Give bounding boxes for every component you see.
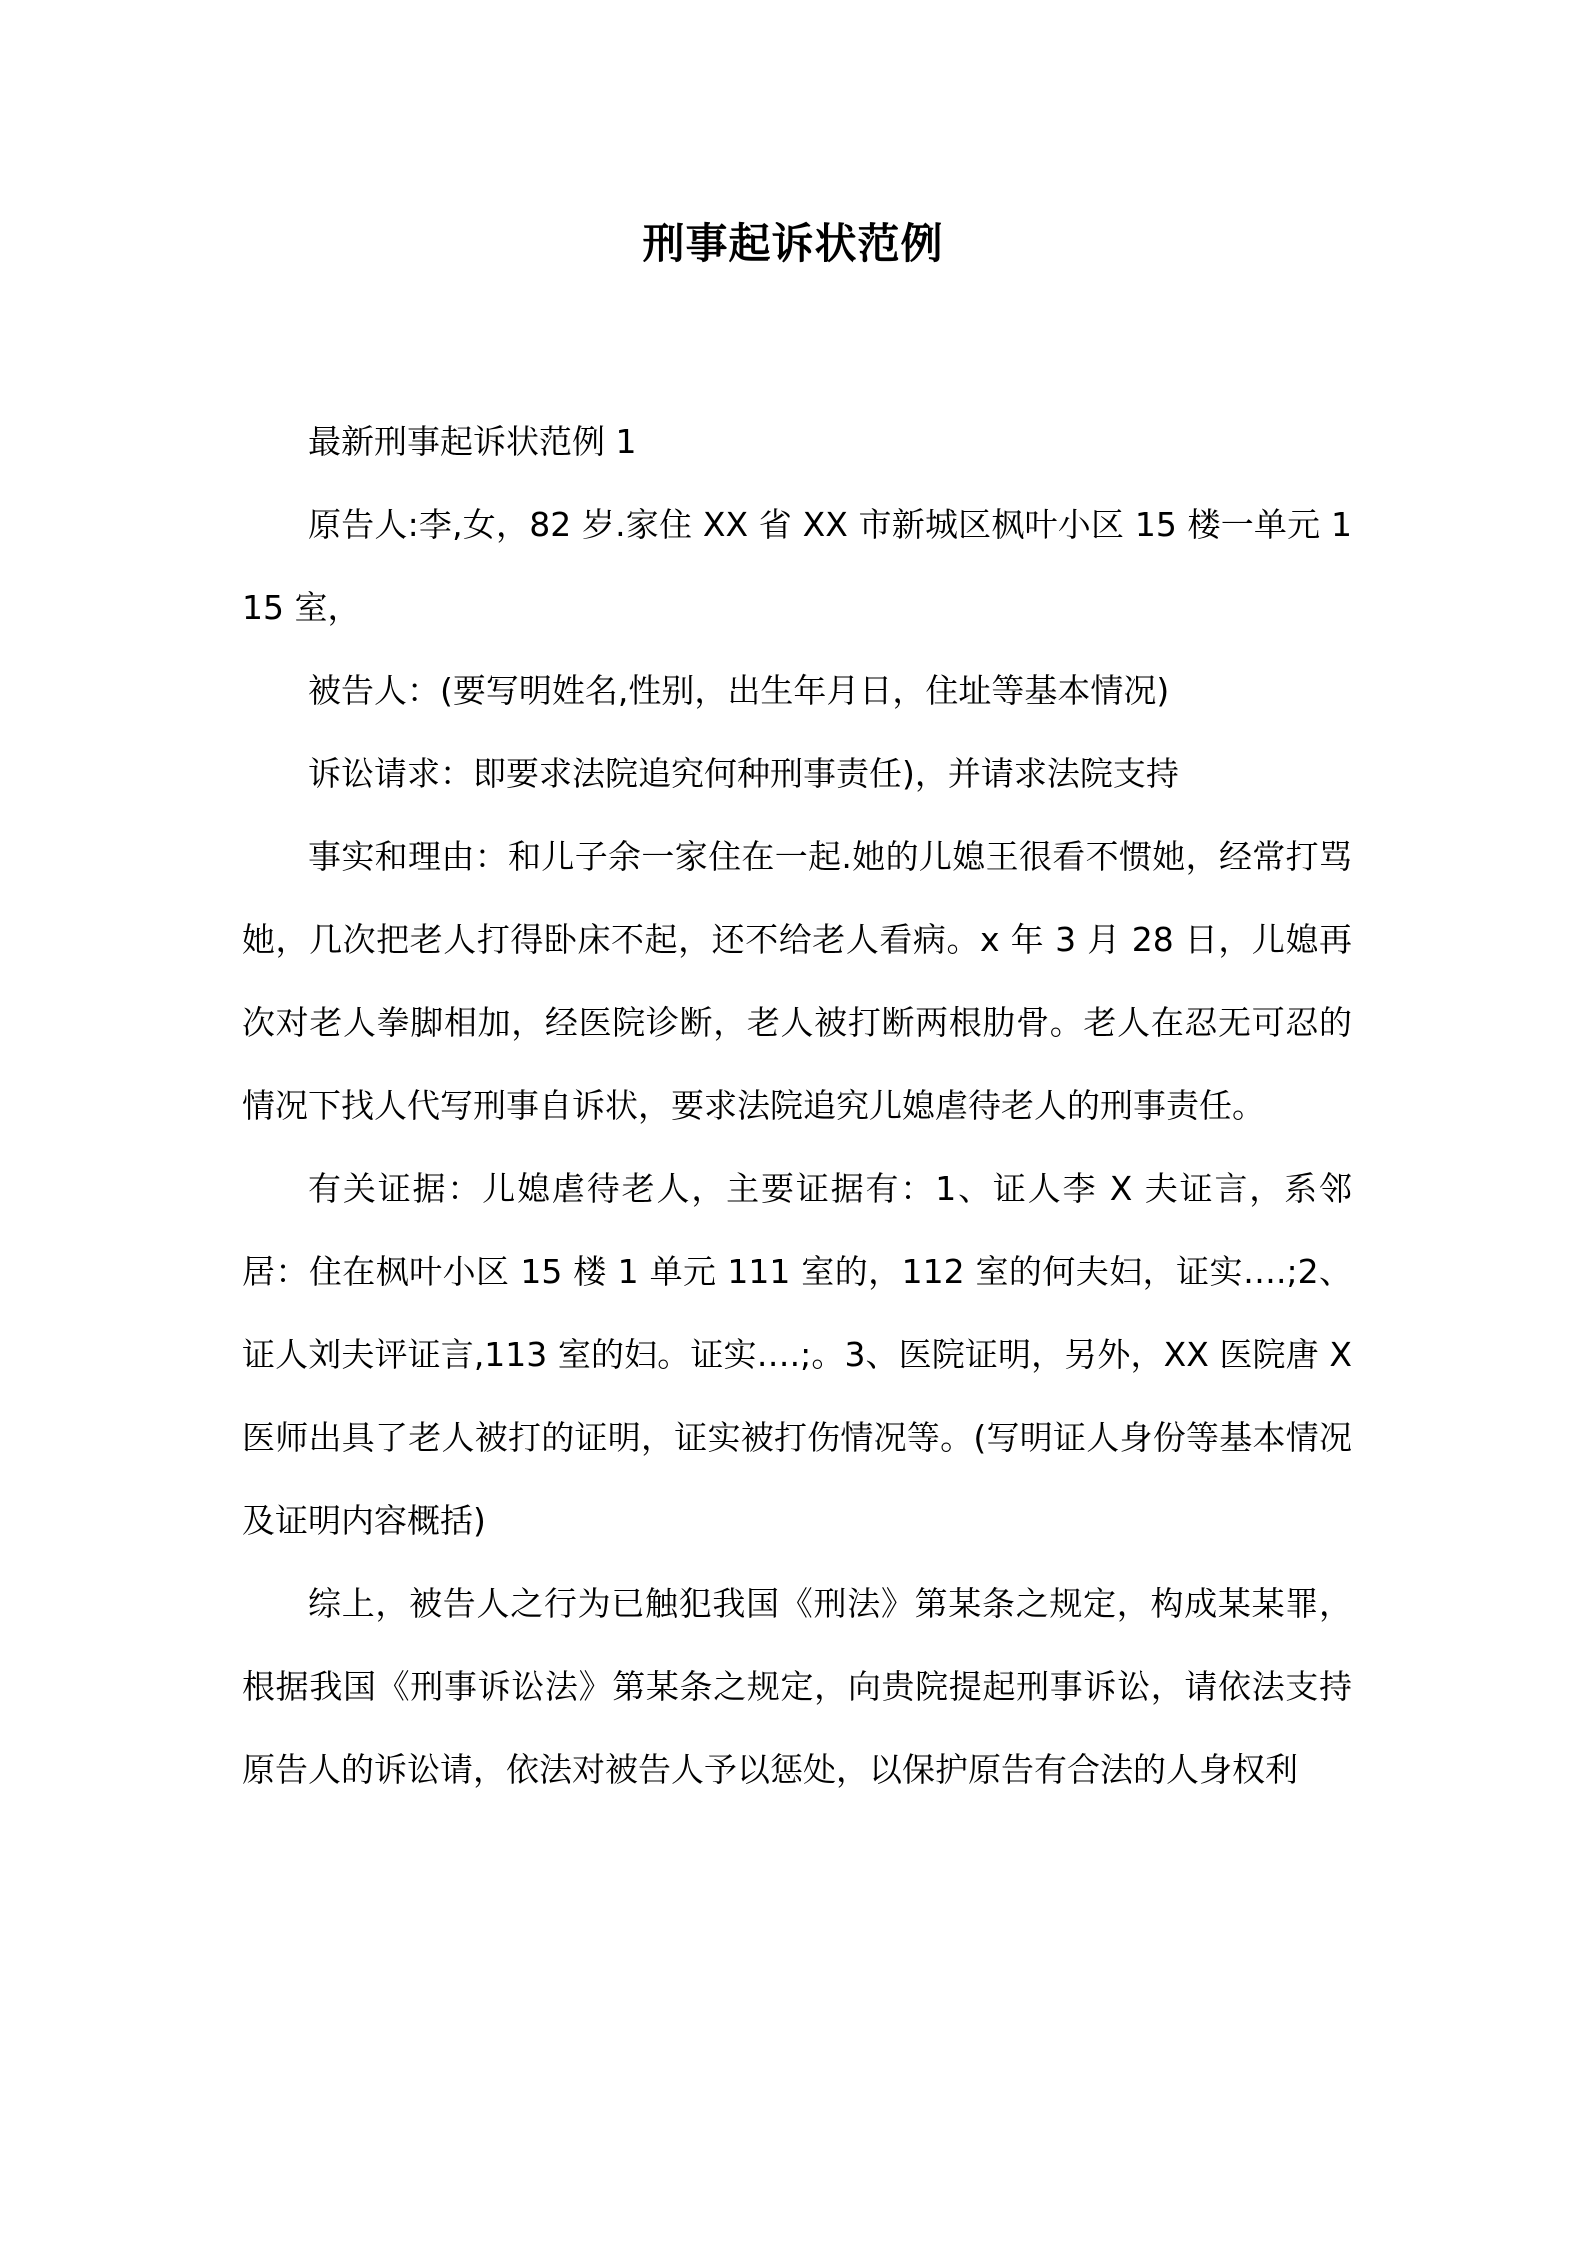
paragraph-claims: 诉讼请求：即要求法院追究何种刑事责任)，并请求法院支持 xyxy=(308,754,1179,793)
paragraph-plaintiff: 原告人:李,女，82 岁.家住 XX 省 XX 市新城区枫叶小区 15 楼一单元 115 室， xyxy=(242,505,1352,627)
document-body xyxy=(242,400,1352,1811)
paragraph-defendant: 被告人：(要写明姓名,性别，出生年月日，住址等基本情况) xyxy=(308,671,1170,710)
paragraph-heading: 最新刑事起诉状范例 1 xyxy=(308,422,637,461)
paragraph-evidence: 有关证据：儿媳虐待老人，主要证据有：1、证人李 X 夫证言，系邻居：住在枫叶小区 15 楼 1 单元 111 室的，112 室的何夫妇，证实….;2、证人刘夫评证言,113 室的妇。证实….;。3、医院证明，另外，XX 医院唐 X 医师出具了老人被打的证明，证实被打伤情况等。(写明证人身份等基本情况及证明内容概括) xyxy=(242,1169,1352,1540)
paragraph-facts: 事实和理由：和儿子余一家住在一起.她的儿媳王很看不惯她，经常打骂她，几次把老人打得卧床不起，还不给老人看病。x 年 3 月 28 日，儿媳再次对老人拳脚相加，经医院诊断，老人被打断两根肋骨。老人在忍无可忍的情况下找人代写刑事自诉状，要求法院追究儿媳虐待老人的刑事责任。 xyxy=(242,837,1352,1125)
document-title: 刑事起诉状范例 xyxy=(642,219,944,268)
paragraph-conclusion: 综上，被告人之行为已触犯我国《刑法》第某条之规定，构成某某罪，根据我国《刑事诉讼法》第某条之规定，向贵院提起刑事诉讼，请依法支持原告人的诉讼请，依法对被告人予以惩处，以保护原告有合法的人身权利 xyxy=(242,1584,1352,1789)
